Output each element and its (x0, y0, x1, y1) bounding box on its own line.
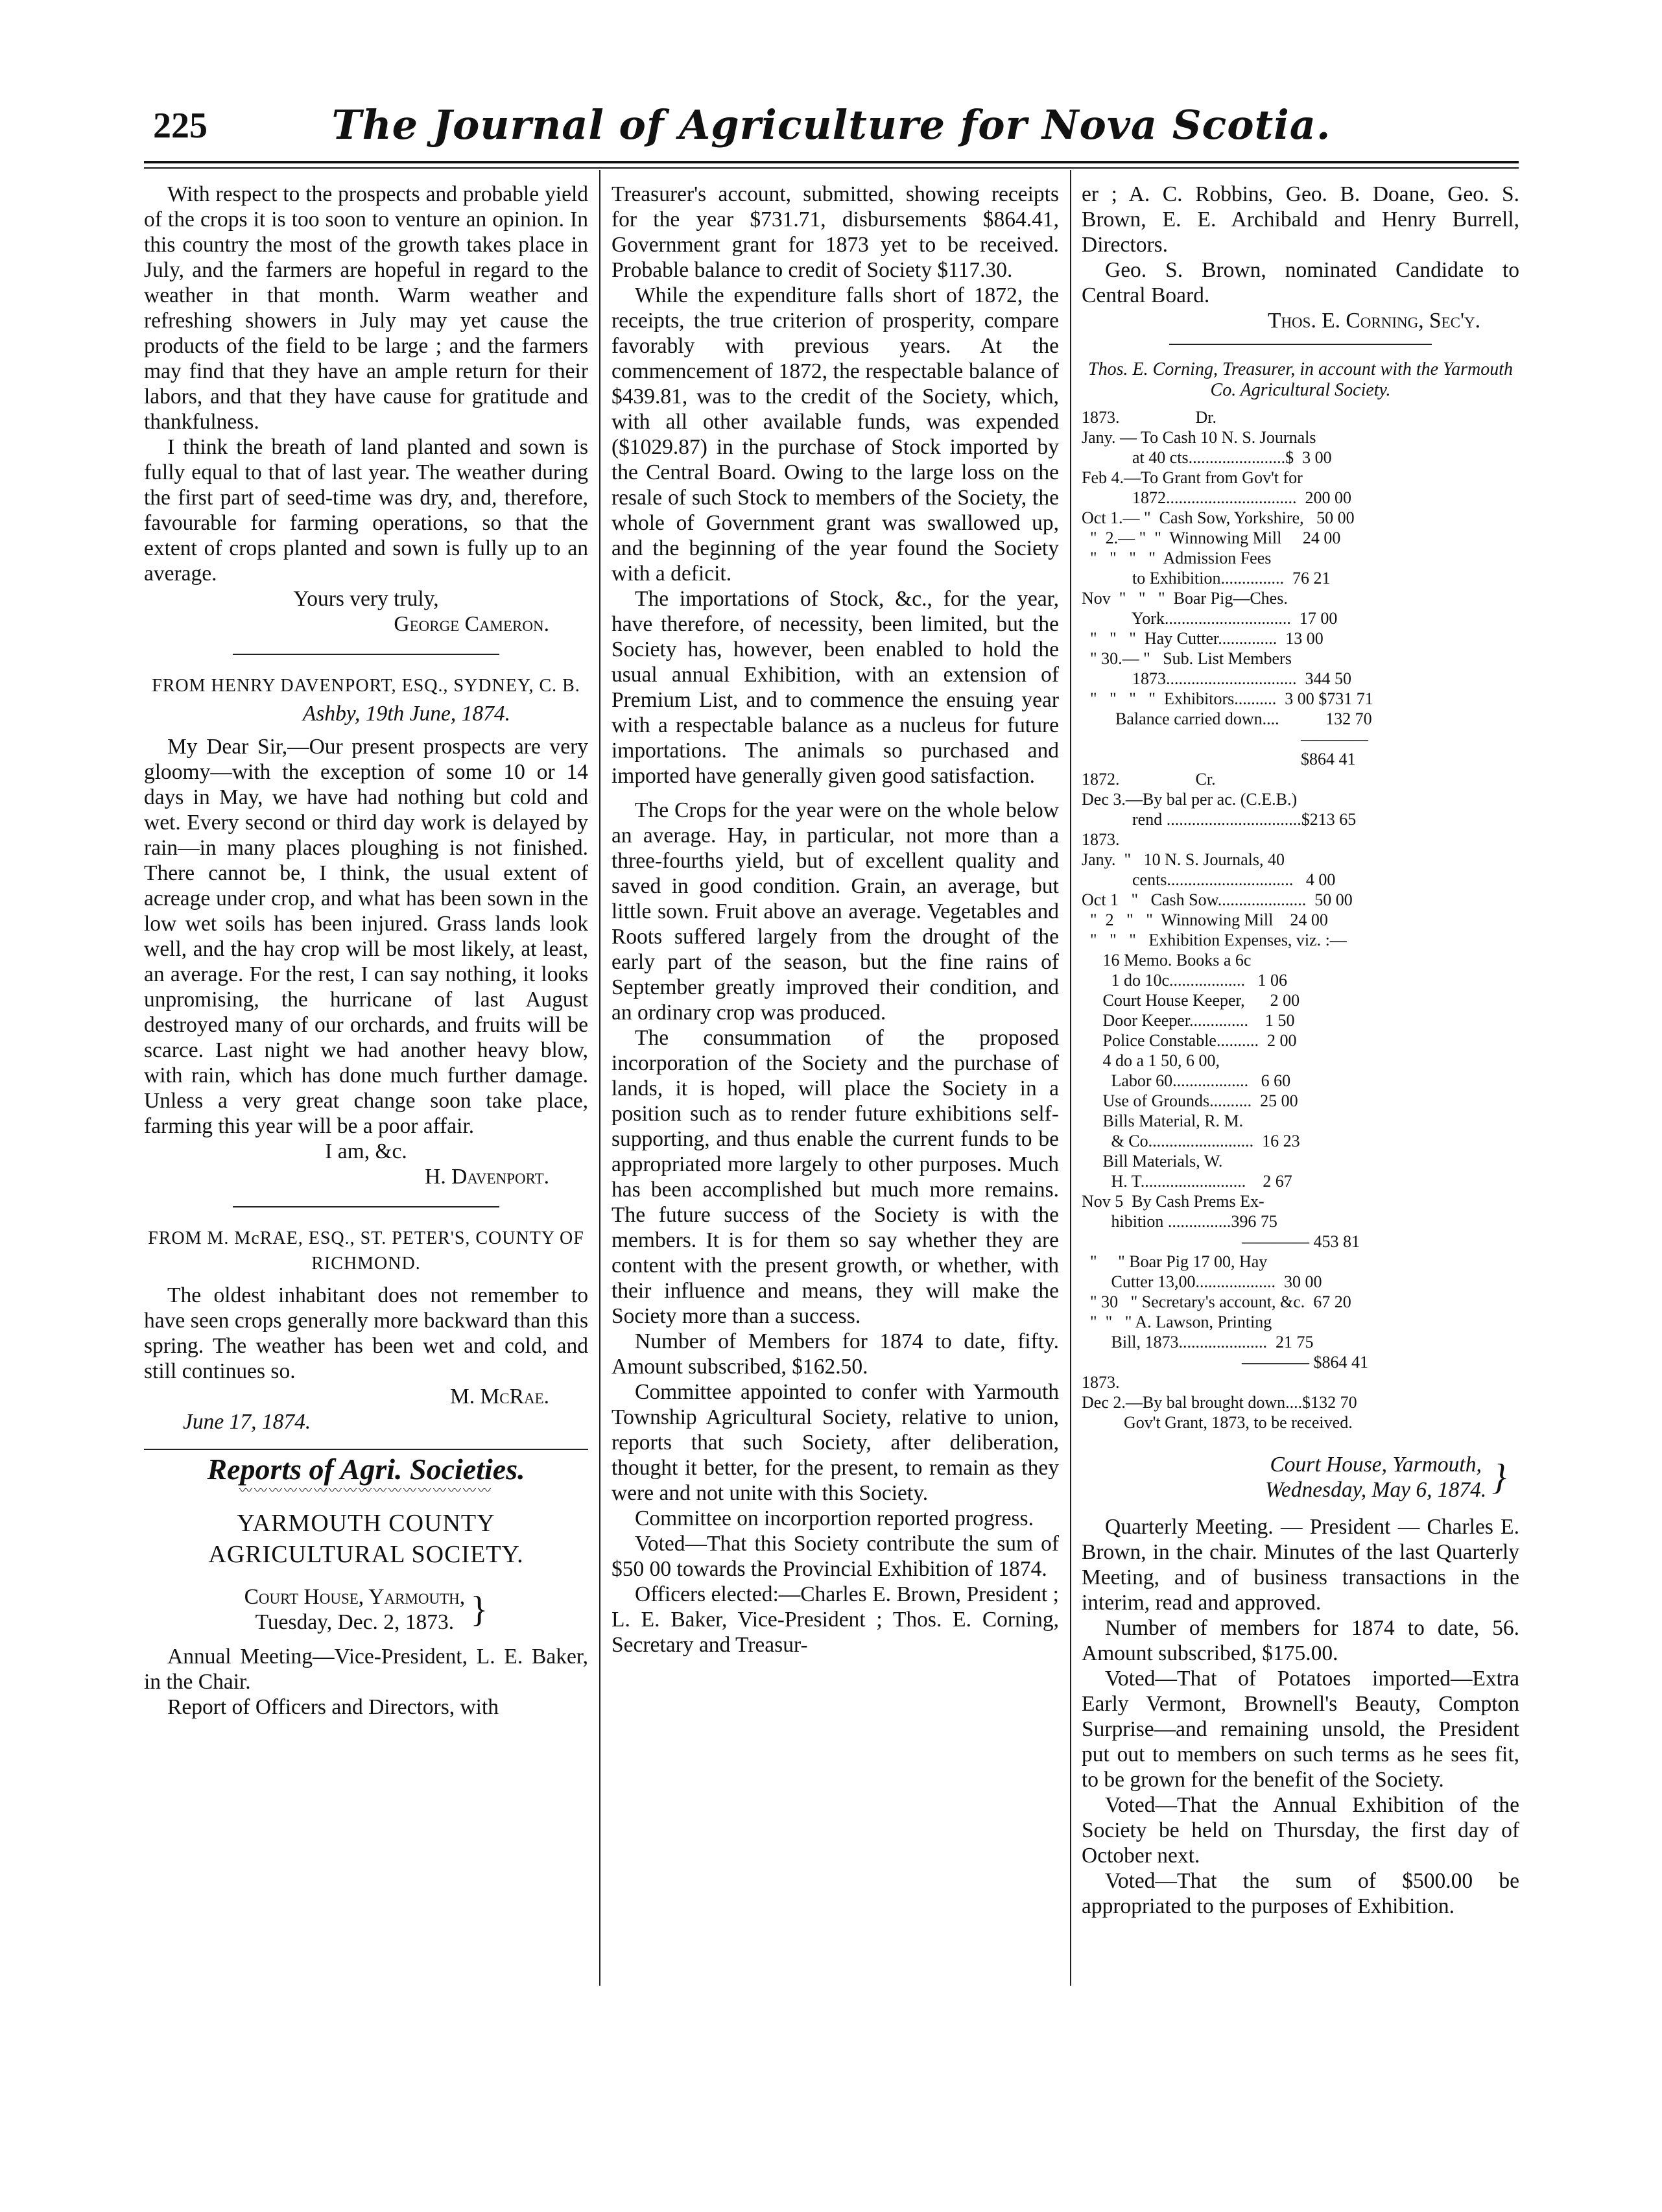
paragraph: The consummation of the proposed incorporation of the Society and the purchase of lands, it is hoped, will place the Society in a position such as to render future exhibitions self-supporting, and thus enable the current funds to be appropriated more largely to other purposes. Much has been accomplished but much more remains. The future success of the Society is with the members. It is for them so say whether they are content with the present growth, or whether, with their influence and means, they will make the Society more than a success. (611, 1026, 1059, 1328)
place-line: Court House, Yarmouth, (244, 1585, 466, 1609)
column-middle (611, 182, 1059, 1658)
ledger-line: Bills Material, R. M. (1082, 1112, 1244, 1130)
ledger-line: Oct 1.— " Cash Sow, Yorkshire, 50 00 (1082, 508, 1355, 527)
ledger-line: Cutter 13,00................... 30 00 (1082, 1272, 1322, 1291)
letter-heading: FROM M. McRAE, ESQ., ST. PETER'S, COUNTY OF RICHMOND. (148, 1228, 584, 1274)
date-line: Wednesday, May 6, 1874. (1265, 1478, 1487, 1502)
paragraph: Voted—That the Annual Exhibition of the Society be held on Thursday, the first day of October next. (1082, 1793, 1519, 1868)
ledger-line: 4 do a 1 50, 6 00, (1082, 1051, 1220, 1070)
brace-icon: } (470, 1589, 488, 1630)
meeting-place (144, 1584, 588, 1635)
ledger-line: 1873. (1082, 830, 1120, 849)
place-line: Court House, Yarmouth, (1270, 1453, 1482, 1477)
account-ledger (1082, 407, 1519, 1433)
paragraph: My Dear Sir,—Our present prospects are very gloomy—with the exception of some 10 or 14 days in May, we have had nothing but cold and wet. Every second or third day work is delayed by rain—in many places ploughing is not finished. There cannot be, I think, the usual extent of acreage under crop, and what has been sown in the low wet soils has been injured. Grass lands look well, and the hay crop will be most likely, at least, an average. For the rest, I can say nothing, it looks unpromising, the hurricane of last August destroyed many of our orchards, and fruits will be scarce. Last night we had another heavy blow, with rain, which has done much further damage. Unless a very great change soon take place, farming this year will be a poor affair. (144, 735, 588, 1138)
paragraph: Treasurer's account, submitted, showing receipts for the year $731.71, disbursements $864.41, Government grant for 1873 yet to be received. Probable balance to credit of Society $117.30. (611, 182, 1059, 282)
letter-heading: FROM HENRY DAVENPORT, ESQ., SYDNEY, C. B. (152, 676, 580, 696)
ledger-line: Balance carried down.... 132 70 (1082, 709, 1372, 728)
divider (233, 654, 499, 655)
header-rule-thin (144, 167, 1519, 169)
paragraph: Geo. S. Brown, nominated Candidate to Central Board. (1082, 258, 1519, 307)
brace-icon: } (1491, 1457, 1506, 1497)
letter-signature: M. McRae. (449, 1385, 549, 1409)
column-right (1082, 182, 1519, 1919)
account-title: Thos. E. Corning, Treasurer, in account with the Yarmouth Co. Agricultural Society. (1088, 359, 1513, 400)
divider (1169, 344, 1432, 345)
ledger-line: " 30.— " Sub. List Members (1082, 649, 1292, 668)
section-rule (144, 1449, 588, 1450)
letter-signature: H. Davenport. (425, 1165, 549, 1189)
ledger-line: Dec 3.—By bal per ac. (C.E.B.) (1082, 790, 1298, 809)
ledger-line: " " Boar Pig 17 00, Hay (1082, 1252, 1268, 1271)
ledger-line: 16 Memo. Books a 6c (1082, 951, 1252, 969)
ledger-line: 1873. (1082, 1373, 1120, 1392)
paragraph: Quarterly Meeting. — President — Charles E. Brown, in the chair. Minutes of the last Quarterly Meeting, and of business transactions in the interim, read and approved. (1082, 1515, 1519, 1615)
ledger-line: $864 41 (1082, 750, 1356, 768)
ledger-line: 1872............................... 200 00 (1082, 488, 1351, 507)
secretary-signature: Thos. E. Corning, Sec'y. (1267, 309, 1480, 333)
paragraph: While the expenditure falls short of 1872, the receipts, the true criterion of prosperity, compare favorably with previous years. At the commencement of 1872, the respectable balance of $439.81, was to the credit of the Society, which, with all other available funds, was expended ($1029.87) in the purchase of Stock imported by the Central Board. Owing to the large loss on the resale of such Stock to members of the Society, the whole of Government grant was swallowed up, and the beginning of the year found the Society with a deficit. (611, 283, 1059, 586)
paragraph: The oldest inhabitant does not remember to have seen crops generally more backward than this spring. The weather has been wet and cold, and still continues so. (144, 1283, 588, 1383)
masthead-title: The Journal of Agriculture for Nova Scotia. (331, 101, 1331, 149)
ledger-line: " " " Exhibition Expenses, viz. :— (1082, 931, 1347, 949)
ledger-line: Bill Materials, W. (1082, 1152, 1223, 1171)
ledger-line: " 30 " Secretary's account, &c. 67 20 (1082, 1292, 1351, 1311)
ledger-line: Dec 2.—By bal brought down....$132 70 (1082, 1393, 1357, 1412)
ledger-line: " " " Hay Cutter.............. 13 00 (1082, 629, 1324, 648)
ledger-line: Oct 1 " Cash Sow..................... 50 00 (1082, 890, 1353, 909)
ledger-line: Nov 5 By Cash Prems Ex- (1082, 1192, 1264, 1211)
paragraph: Committee on incorportion reported progress. (635, 1506, 1034, 1530)
ledger-line: H. T......................... 2 67 (1082, 1172, 1292, 1191)
paragraph: Voted—That this Society contribute the sum of $50 00 towards the Provincial Exhibition of 1874. (611, 1532, 1059, 1581)
paragraph: Report of Officers and Directors, with (167, 1695, 499, 1719)
paragraph: With respect to the prospects and probable yield of the crops it is too soon to venture an opinion. In this country the most of the growth takes place in July, and the farmers are hopeful in regard to the weather in that month. Warm weather and refreshing showers in July may yet cause the products of the field to be large ; and the farmers may find that they have an ample return for their labors, and that they have cause for gratitude and thankfulness. (144, 182, 588, 434)
paragraph: Voted—That the sum of $500.00 be appropriated to the purposes of Exhibition. (1082, 1869, 1519, 1918)
ledger-line: to Exhibition............... 76 21 (1082, 569, 1331, 588)
ledger-line: hibition ...............396 75 (1082, 1212, 1277, 1231)
paragraph: Number of Members for 1874 to date, fifty. Amount subscribed, $162.50. (611, 1329, 1059, 1379)
letter-signature: George Cameron. (394, 612, 549, 636)
ledger-line: 1873............................... 344 50 (1082, 669, 1351, 688)
letter-date: June 17, 1874. (183, 1410, 311, 1434)
ledger-line: Police Constable.......... 2 00 (1082, 1031, 1297, 1050)
ledger-line: & Co......................... 16 23 (1082, 1132, 1300, 1150)
ledger-line: " 2 " " Winnowing Mill 24 00 (1082, 910, 1328, 929)
ledger-line: Labor 60.................. 6 60 (1082, 1071, 1291, 1090)
paragraph: The Crops for the year were on the whole below an average. Hay, in particular, not more than a three-fourths yield, but of excellent quality and saved in good condition. Grain, an average, but little sown. Fruit above an average. Vegetables and Roots suffered largely from the drought of the early part of the season, but the fine rains of September greatly improved their condition, and an ordinary crop was produced. (611, 798, 1059, 1025)
ledger-line: rend ................................$213 65 (1082, 810, 1357, 829)
paragraph: er ; A. C. Robbins, Geo. B. Doane, Geo. S. Brown, E. E. Archibald and Henry Burrell, Directors. (1082, 182, 1519, 257)
ledger-line: 1873. Dr. (1082, 408, 1217, 427)
ledger-line: Nov " " " Boar Pig—Ches. (1082, 589, 1288, 608)
paragraph: Annual Meeting—Vice-President, L. E. Baker, in the Chair. (144, 1645, 588, 1694)
ledger-line: 1 do 10c.................. 1 06 (1082, 971, 1288, 990)
letter-dateline: Ashby, 19th June, 1874. (302, 702, 510, 726)
page-header (144, 97, 1519, 156)
society-title: YARMOUTH COUNTY AGRICULTURAL SOCIETY. (208, 1510, 524, 1568)
ledger-line: ———— (1082, 730, 1368, 748)
ledger-line: " 2.— " " Winnowing Mill 24 00 (1082, 529, 1341, 547)
letter-closing: I am, &c. (325, 1139, 407, 1163)
ledger-line: Jany. " 10 N. S. Journals, 40 (1082, 850, 1285, 869)
column-left (144, 182, 588, 1720)
paragraph: The importations of Stock, &c., for the year, have therefore, of necessity, been limited, but the Society has, however, been enabled to hold the usual annual Exhibition, with an extension of Premium List, and to commence the ensuing year with a respectable balance as a nucleus for future importations. The animals so purchased and imported have generally given good satisfaction. (611, 587, 1059, 788)
ledger-line: " " " A. Lawson, Printing (1082, 1313, 1272, 1331)
ledger-line: cents.............................. 4 00 (1082, 870, 1336, 889)
ledger-line: Court House Keeper, 2 00 (1082, 991, 1300, 1010)
paragraph: I think the breath of land planted and sown is fully equal to that of last year. The weather during the first part of seed-time was dry, and, therefore, favourable for farming operations, so that the extent of crops planted and sown is fully up to an average. (144, 435, 588, 586)
ledger-line: 1872. Cr. (1082, 770, 1216, 789)
paragraph: Number of members for 1874 to date, 56. Amount subscribed, $175.00. (1082, 1616, 1519, 1665)
page-number: 225 (153, 106, 208, 146)
ledger-line: Gov't Grant, 1873, to be received. (1082, 1413, 1353, 1432)
ledger-line: ———— 453 81 (1082, 1232, 1360, 1251)
ledger-line: " " " " Exhibitors.......... 3 00 $731 71 (1082, 689, 1373, 708)
divider (233, 1206, 499, 1207)
date-line: Tuesday, Dec. 2, 1873. (255, 1610, 455, 1634)
ledger-line: Use of Grounds.......... 25 00 (1082, 1091, 1298, 1110)
paragraph: Officers elected:—Charles E. Brown, President ; L. E. Baker, Vice-President ; Thos. E. Corning, Secretary and Treasur- (611, 1582, 1059, 1657)
ledger-line: York.............................. 17 00 (1082, 609, 1338, 628)
column-divider (599, 170, 600, 1986)
ornamental-rule: 〰〰〰〰〰〰〰〰〰〰〰〰〰〰〰〰〰 (239, 1484, 493, 1498)
ledger-line: Feb 4.—To Grant from Gov't for (1082, 468, 1303, 487)
ledger-line: Door Keeper.............. 1 50 (1082, 1011, 1295, 1030)
column-divider (1070, 170, 1071, 1986)
section-title: Reports of Agri. Societies. (207, 1453, 525, 1486)
ledger-line: at 40 cts.......................$ 3 00 (1082, 448, 1332, 467)
ledger-line: " " " " Admission Fees (1082, 549, 1272, 567)
paragraph: Committee appointed to confer with Yarmouth Township Agricultural Society, relative to union, reports that such Society, after deliberation, thought it better, for the present, to remain as they were and not unite with this Society. (611, 1380, 1059, 1505)
header-rule (144, 161, 1519, 163)
meeting-place (1082, 1452, 1519, 1503)
letter-closing: Yours very truly, (293, 587, 439, 611)
ledger-line: Bill, 1873..................... 21 75 (1082, 1333, 1314, 1351)
ledger-line: ———— $864 41 (1082, 1353, 1368, 1372)
ledger-line: Jany. — To Cash 10 N. S. Journals (1082, 428, 1316, 447)
paragraph: Voted—That of Potatoes imported—Extra Early Vermont, Brownell's Beauty, Compton Surprise—and remaining unsold, the President put out to members on such terms as he sees fit, to be grown for the benefit of the Society. (1082, 1667, 1519, 1792)
